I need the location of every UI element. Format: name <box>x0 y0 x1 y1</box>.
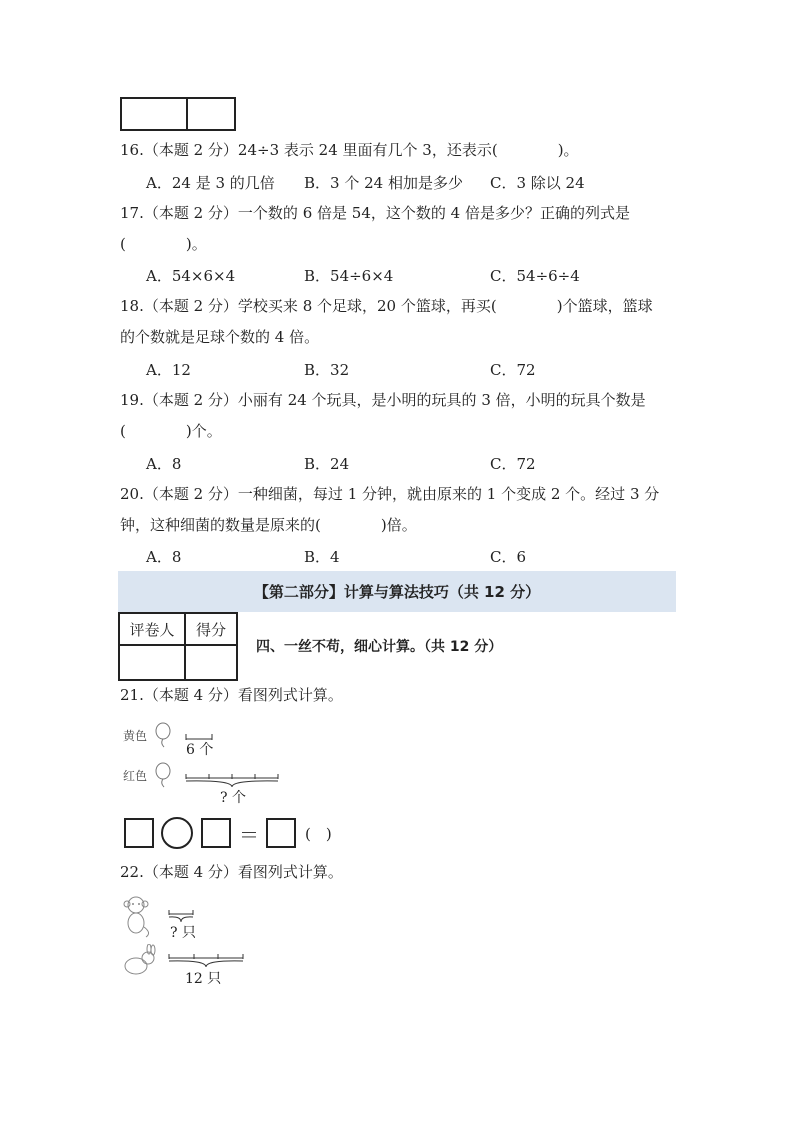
q20-option-c[interactable]: C．6 <box>490 548 527 566</box>
q16-option-c[interactable]: C．3 除以 24 <box>490 174 585 192</box>
question-22: 22.（本题 4 分）看图列式计算。 <box>120 863 343 881</box>
balloon-icon-red <box>154 762 174 788</box>
balloon-icon-yellow <box>154 722 174 748</box>
q17-option-a[interactable]: A．54×6×4 <box>146 267 236 285</box>
reviewer-cell[interactable] <box>119 645 185 680</box>
score-header: 得分 <box>185 613 237 645</box>
question-18: 18.（本题 2 分）学校买来 8 个足球，20 个篮球，再买( )个篮球，篮球 <box>120 297 653 315</box>
q17-option-b[interactable]: B．54÷6×4 <box>304 267 394 285</box>
q17-option-c[interactable]: C．54÷6÷4 <box>490 267 580 285</box>
operator-circle[interactable] <box>161 817 193 849</box>
question-20: 20.（本题 2 分）一种细菌，每过 1 分钟，就由原来的 1 个变成 2 个。经过 3 分 <box>120 485 660 503</box>
question-17-line2: ( )。 <box>120 235 207 253</box>
section-2-title: 【第二部分】计算与算法技巧（共 12 分） <box>253 583 541 601</box>
unit-paren: ( ) <box>305 825 332 843</box>
answer-box-pair <box>120 97 236 131</box>
question-19: 19.（本题 2 分）小丽有 24 个玩具，是小明的玩具的 3 倍，小明的玩具个数是 <box>120 391 646 409</box>
q18-option-c[interactable]: C．72 <box>490 361 536 379</box>
yellow-count: 6 个 <box>186 742 214 758</box>
q20-option-a[interactable]: A．8 <box>146 548 182 566</box>
question-17: 17.（本题 2 分）一个数的 6 倍是 54，这个数的 4 倍是多少？正确的列式是 <box>120 204 630 222</box>
section-4-title: 四、一丝不苟，细心计算。（共 12 分） <box>256 639 503 655</box>
question-19-line2: ( )个。 <box>120 422 222 440</box>
q19-option-a[interactable]: A．8 <box>146 455 182 473</box>
equation-box-1[interactable] <box>124 818 154 848</box>
reviewer-header: 评卷人 <box>119 613 185 645</box>
q19-option-b[interactable]: B．24 <box>304 455 350 473</box>
question-20-line2: 钟，这种细菌的数量是原来的( )倍。 <box>120 516 417 534</box>
section-2-header <box>118 571 676 612</box>
q18-option-b[interactable]: B．32 <box>304 361 350 379</box>
red-count: ? 个 <box>220 790 246 806</box>
score-table <box>118 612 238 681</box>
q19-option-c[interactable]: C．72 <box>490 455 536 473</box>
equation-box-2[interactable] <box>201 818 231 848</box>
equation-result-box[interactable] <box>266 818 296 848</box>
q16-option-b[interactable]: B．3 个 24 相加是多少 <box>304 174 463 192</box>
equals-sign: ＝ <box>239 823 259 847</box>
q20-option-b[interactable]: B．4 <box>304 548 340 566</box>
q16-option-a[interactable]: A．24 是 3 的几倍 <box>146 174 275 192</box>
question-18-line2: 的个数就是足球个数的 4 倍。 <box>120 328 320 346</box>
q18-option-a[interactable]: A．12 <box>146 361 191 379</box>
rabbit-icon <box>120 944 158 976</box>
question-21: 21.（本题 4 分）看图列式计算。 <box>120 686 343 704</box>
monkey-count: ? 只 <box>170 925 196 941</box>
red-label: 红色 <box>123 769 148 783</box>
question-16: 16.（本题 2 分）24÷3 表示 24 里面有几个 3，还表示( )。 <box>120 141 579 159</box>
yellow-label: 黄色 <box>123 729 148 743</box>
score-cell[interactable] <box>185 645 237 680</box>
rabbit-count: 12 只 <box>185 971 222 987</box>
red-bar <box>185 772 281 788</box>
monkey-icon <box>118 893 154 939</box>
